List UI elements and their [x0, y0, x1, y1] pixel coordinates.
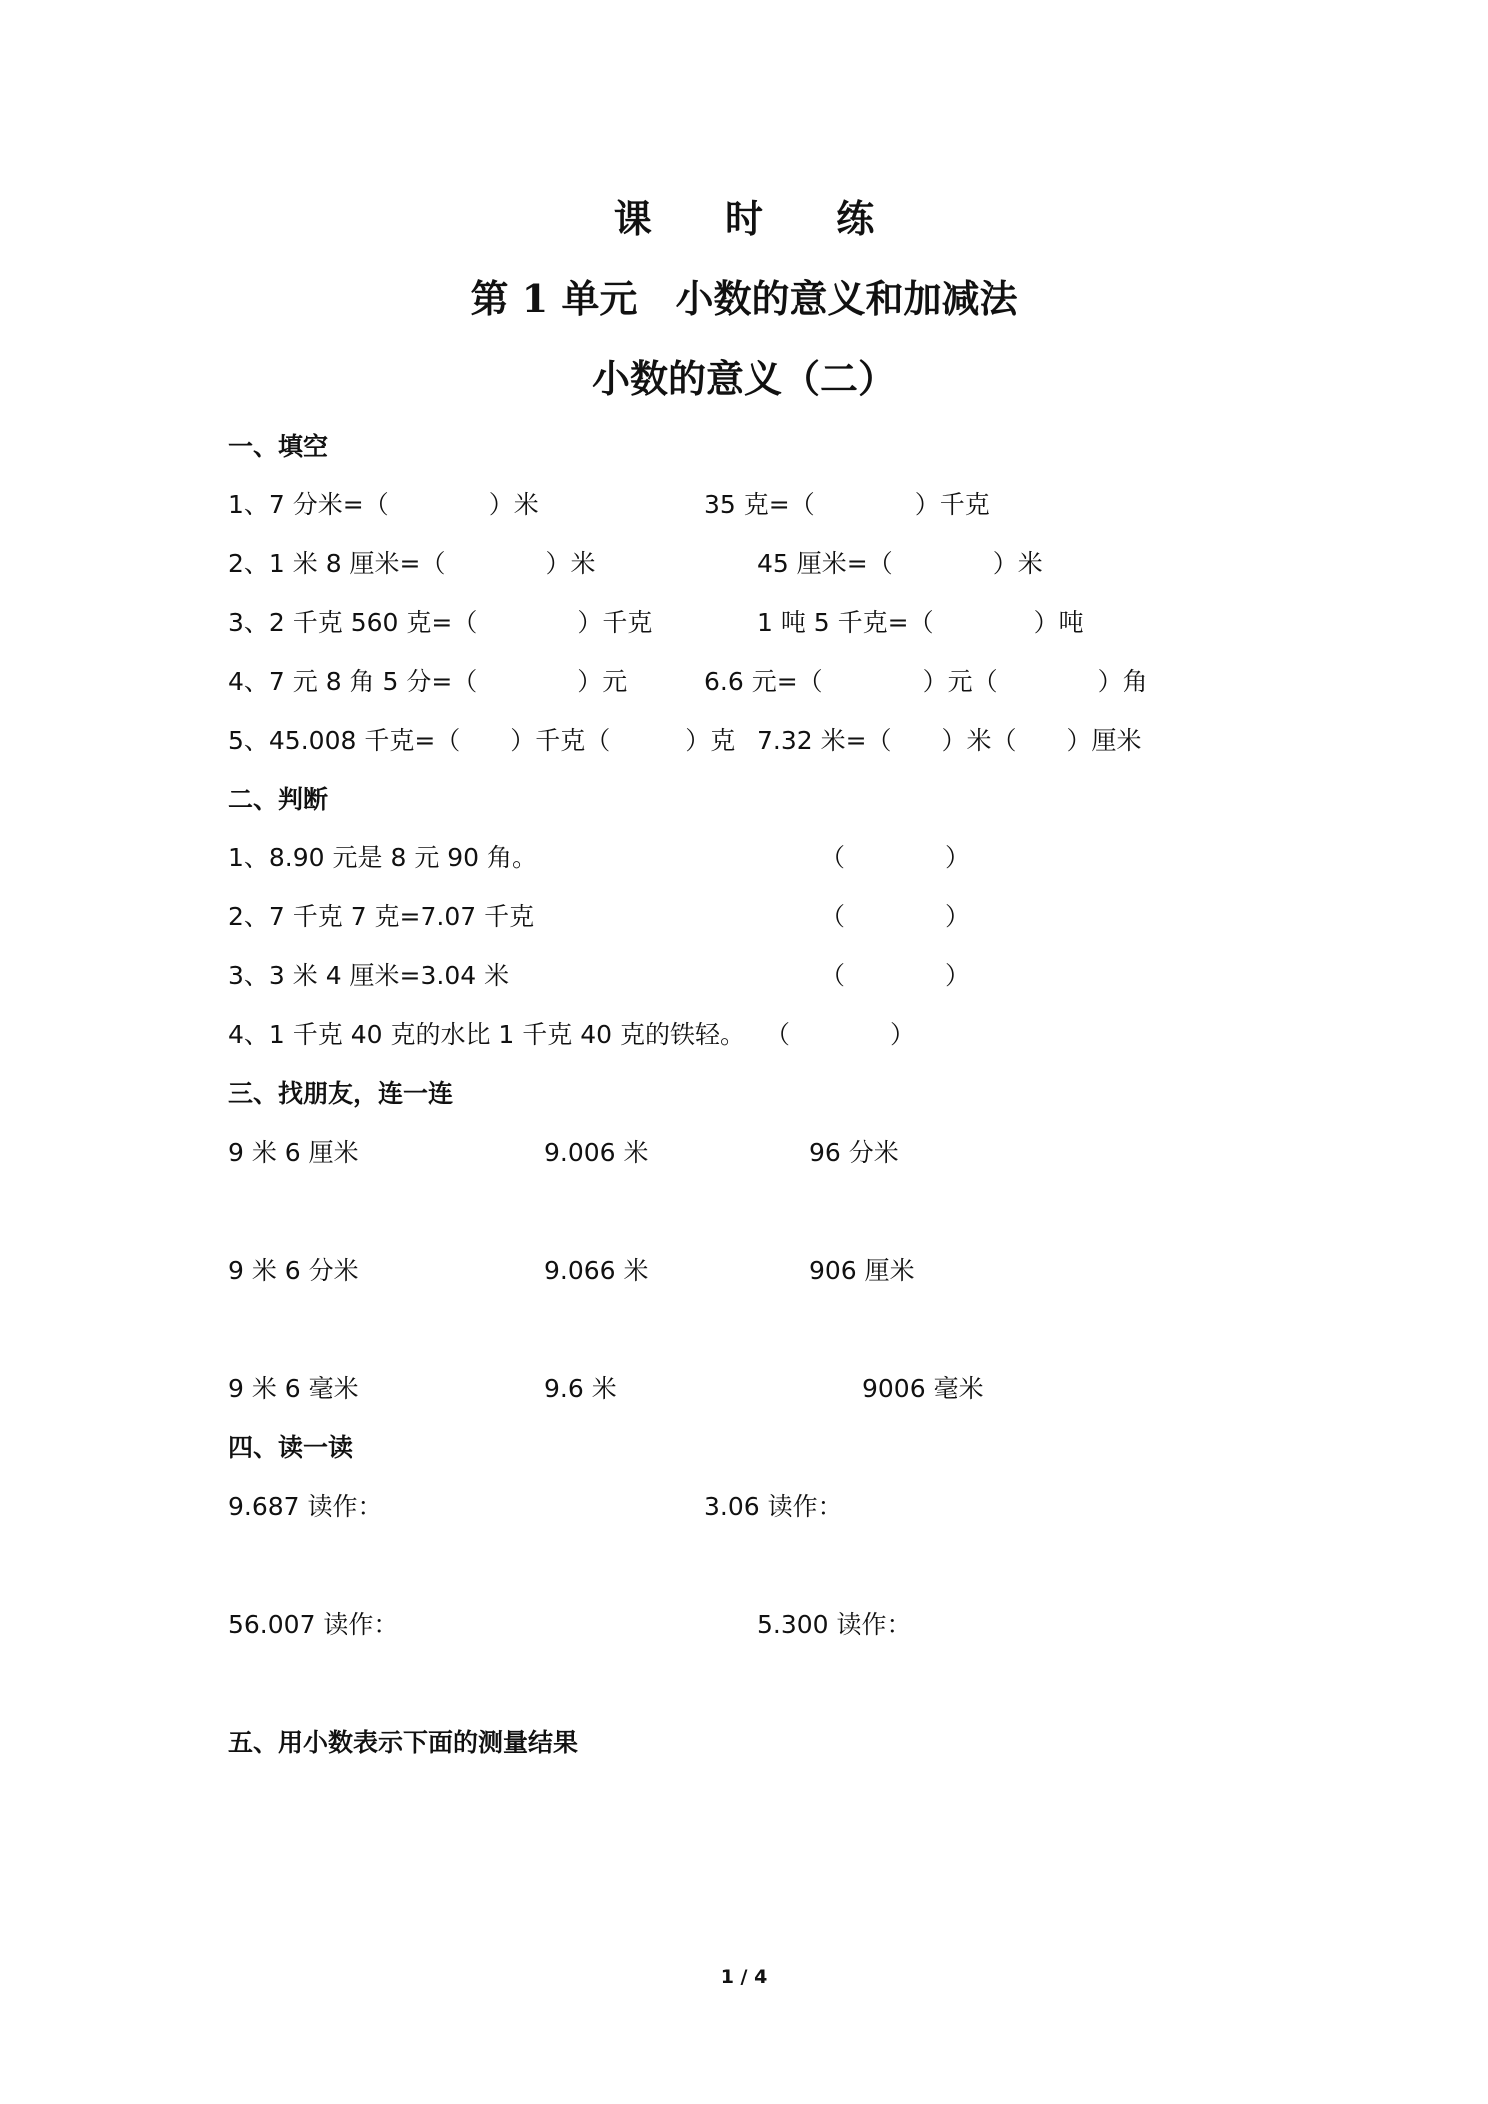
section-heading-matching: 三、找朋友，连一连 [228, 1079, 454, 1108]
matching-item-left: 9 米 6 厘米 [228, 1138, 359, 1167]
matching-item-middle: 9.006 米 [544, 1138, 649, 1167]
section-heading-read: 四、读一读 [228, 1433, 354, 1462]
read-number-item: 5.300 读作： [757, 1610, 912, 1639]
judge-answer-blank: （ ） [820, 961, 971, 990]
fill-blank-question: 6.6 元=（ ）元（ ）角 [704, 667, 1148, 696]
fill-blank-question: 5、45.008 千克=（ ）千克（ ）克 [228, 726, 736, 755]
worksheet-title: 课 时 练 [613, 196, 905, 241]
matching-item-right: 96 分米 [809, 1138, 899, 1167]
matching-item-left: 9 米 6 分米 [228, 1256, 359, 1285]
fill-blank-question: 7.32 米=（ ）米（ ）厘米 [757, 726, 1142, 755]
matching-item-right: 906 厘米 [809, 1256, 915, 1285]
fill-blank-question: 35 克=（ ）千克 [704, 490, 990, 519]
judge-statement: 3、3 米 4 厘米=3.04 米 [228, 961, 510, 990]
matching-item-right: 9006 毫米 [862, 1374, 984, 1403]
read-number-item: 3.06 读作： [704, 1492, 843, 1521]
fill-blank-question: 45 厘米=（ ）米 [757, 549, 1043, 578]
matching-item-left: 9 米 6 毫米 [228, 1374, 359, 1403]
section-heading-fill-blank: 一、填空 [228, 432, 329, 461]
fill-blank-question: 1 吨 5 千克=（ ）吨 [757, 608, 1084, 637]
judge-answer-blank: （ ） [820, 843, 971, 872]
judge-statement: 2、7 千克 7 克=7.07 千克 [228, 902, 535, 931]
read-number-item: 56.007 读作： [228, 1610, 399, 1639]
matching-item-middle: 9.6 米 [544, 1374, 617, 1403]
unit-title: 第 1 单元 小数的意义和加减法 [470, 276, 1018, 321]
judge-answer-blank: （ ） [765, 1020, 916, 1049]
read-number-item: 9.687 读作： [228, 1492, 383, 1521]
fill-blank-question: 1、7 分米=（ ）米 [228, 490, 539, 519]
page-number: 1 / 4 [720, 1966, 768, 1988]
fill-blank-question: 2、1 米 8 厘米=（ ）米 [228, 549, 596, 578]
judge-statement: 1、8.90 元是 8 元 90 角。 [228, 843, 538, 872]
matching-item-middle: 9.066 米 [544, 1256, 649, 1285]
judge-answer-blank: （ ） [820, 902, 971, 931]
fill-blank-question: 3、2 千克 560 克=（ ）千克 [228, 608, 653, 637]
fill-blank-question: 4、7 元 8 角 5 分=（ ）元 [228, 667, 628, 696]
section-heading-measure: 五、用小数表示下面的测量结果 [228, 1728, 579, 1757]
lesson-title: 小数的意义（二） [591, 356, 896, 401]
judge-statement: 4、1 千克 40 克的水比 1 千克 40 克的铁轻。 [228, 1020, 745, 1049]
section-heading-judge: 二、判断 [228, 785, 329, 814]
